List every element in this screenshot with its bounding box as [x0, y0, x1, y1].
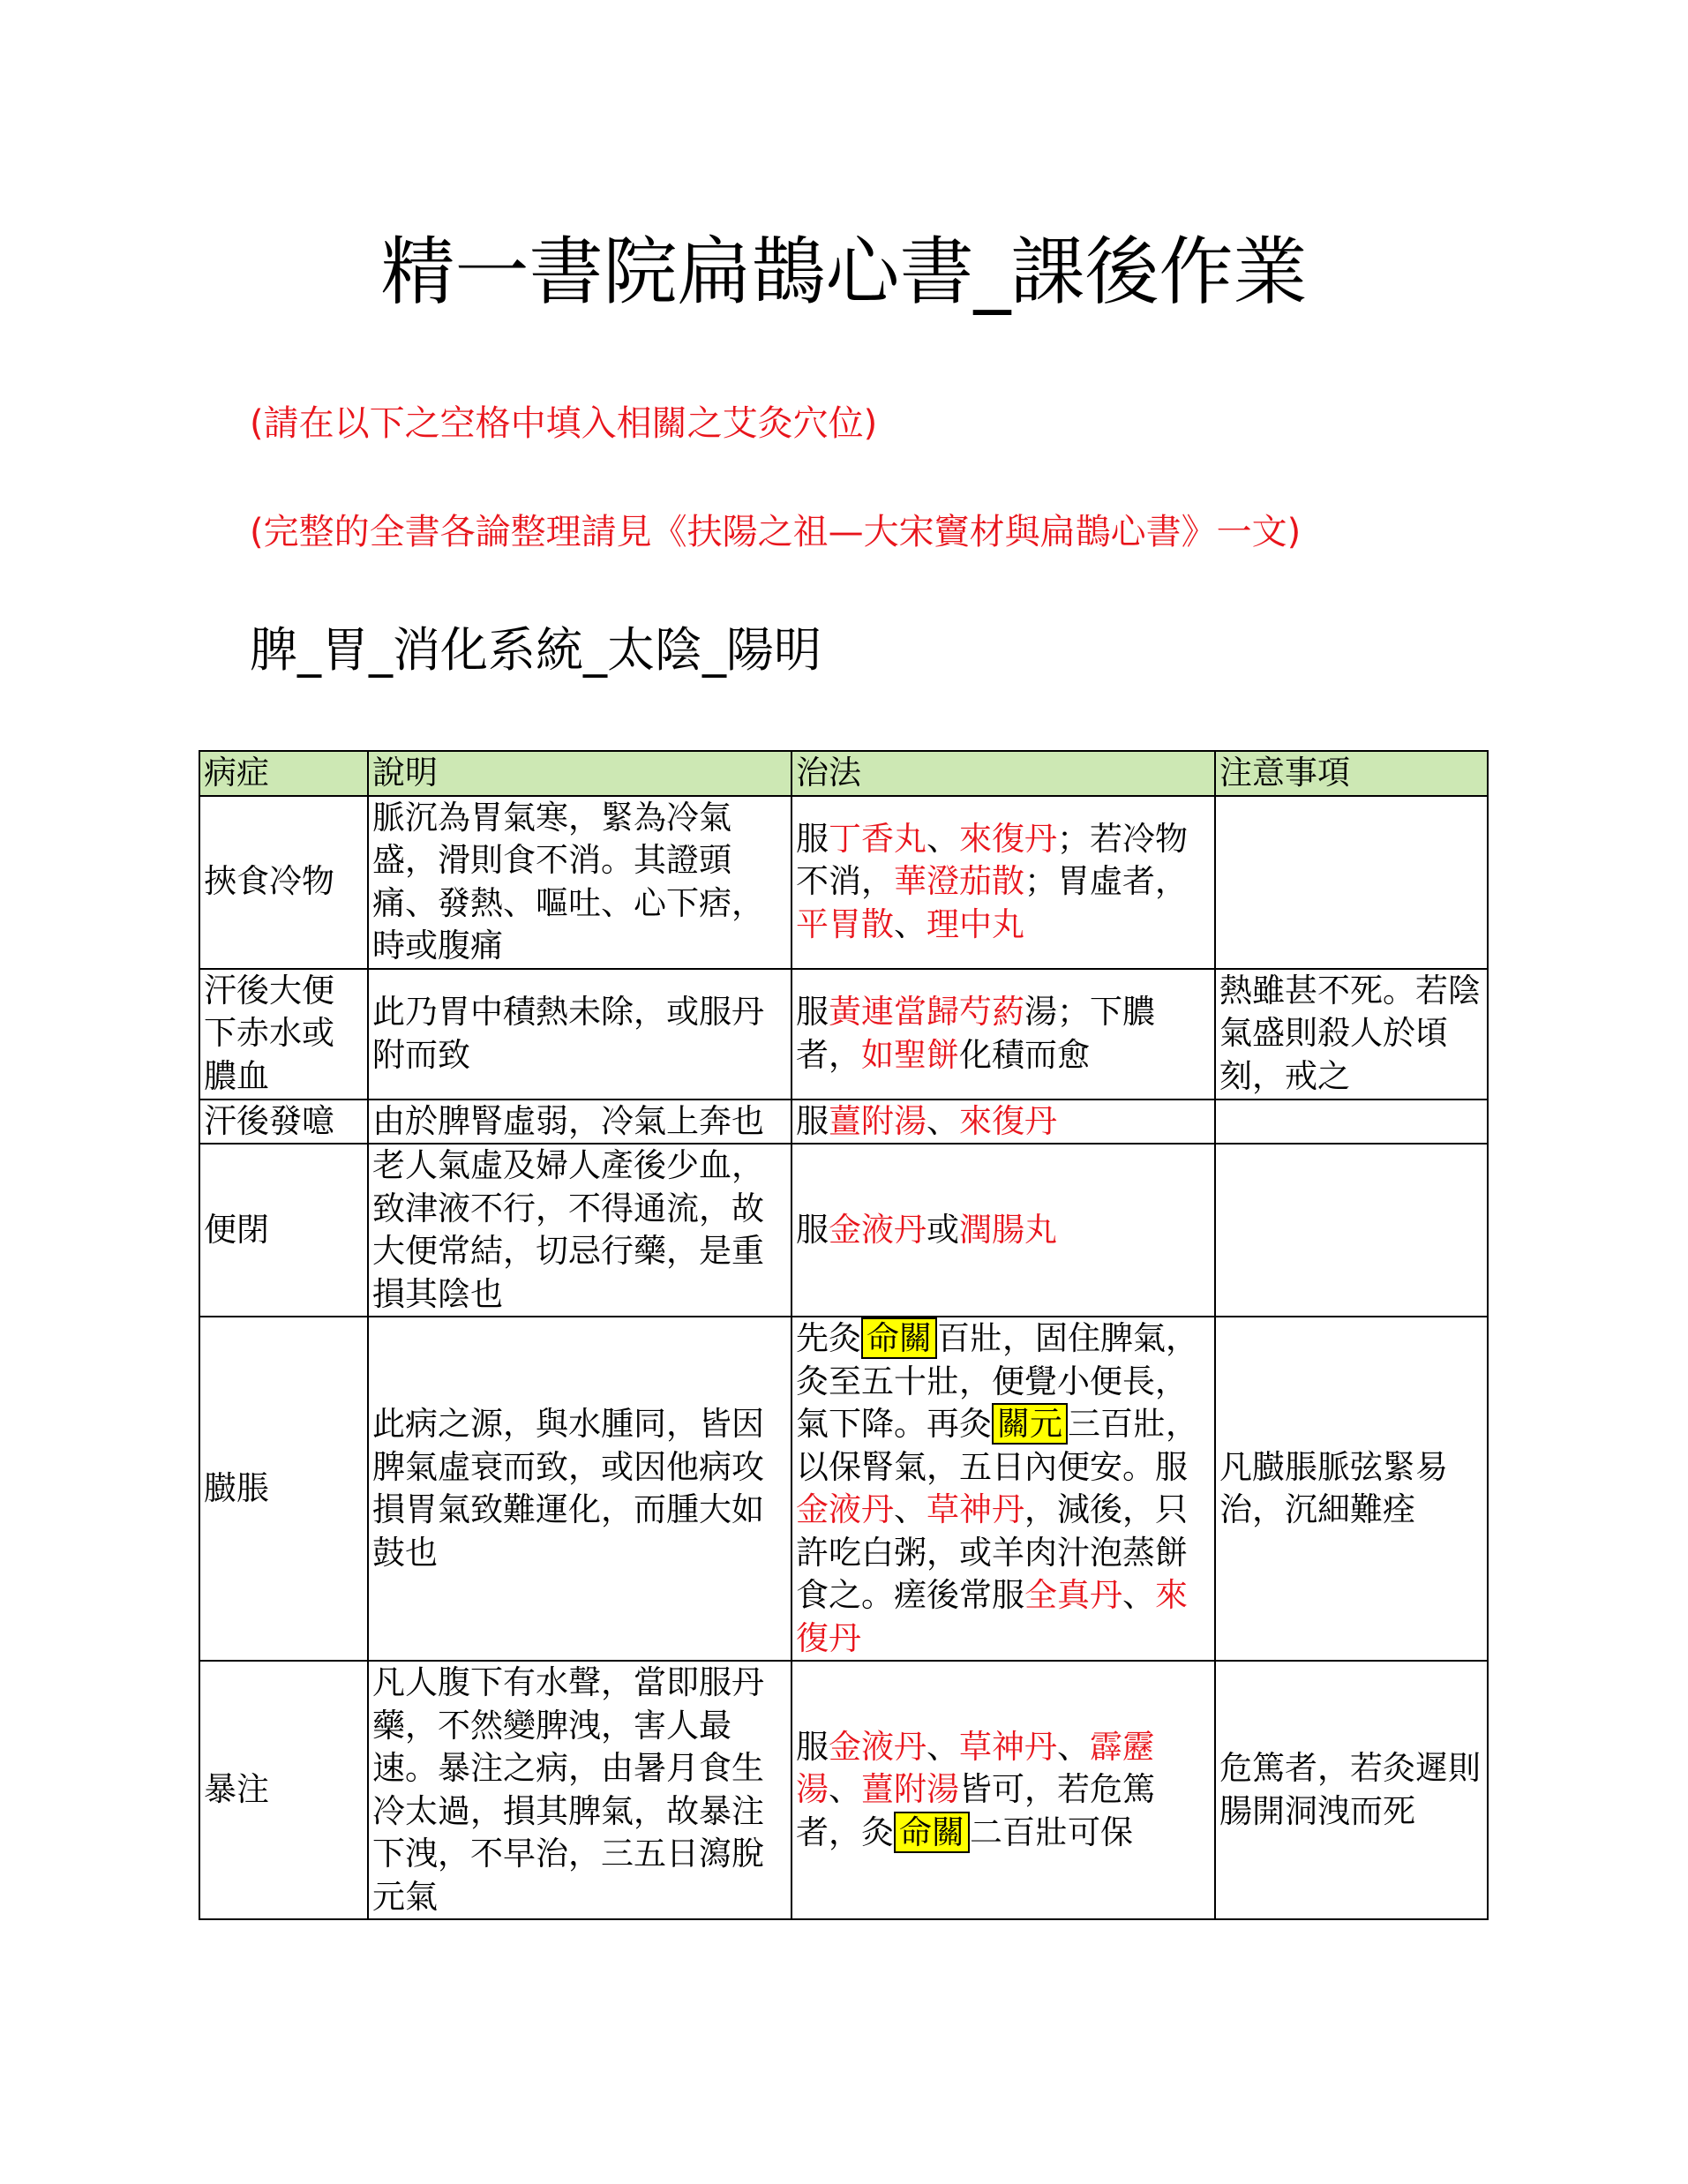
remedy-name: 潤腸丸: [959, 1210, 1057, 1249]
acupoint-blank[interactable]: 命關: [861, 1317, 937, 1359]
treatment-text: 服: [796, 993, 829, 1031]
treatment-text: ，減後，只許吃白粥，或羊肉汁泡蒸餅食之。瘥後常服: [796, 1490, 1188, 1614]
header-treatment: 治法: [791, 751, 1215, 796]
table-row: [199, 1144, 1488, 1317]
table-row: [199, 796, 1488, 969]
description-cell: 凡人腹下有水聲，當即服丹藥，不然變脾洩，害人最速。暴注之病，由暑月食生冷太過，損其脾氣，故暴注下洩，不早治，三五日瀉脫元氣: [368, 1661, 791, 1919]
remedy-name: 霹靂湯: [796, 1727, 1155, 1809]
description-cell: 此病之源，與水腫同，皆因脾氣虛衰而致，或因他病攻損胃氣致難運化，而腫大如鼓也: [368, 1317, 791, 1661]
treatment-cell: [791, 1317, 1215, 1661]
remedy-name: 金液丹: [829, 1727, 927, 1766]
treatment-text: 、: [829, 1770, 861, 1809]
notes-cell[interactable]: [1215, 1100, 1488, 1145]
table-row: [199, 1661, 1488, 1919]
section-title: 脾_胃_消化系統_太陰_陽明: [250, 622, 821, 678]
treatment-text: 先灸: [796, 1319, 861, 1357]
treatment-text: 、: [1057, 1727, 1090, 1766]
treatment-text: 百壯，固住脾氣，灸至五十壯，便覺小便長，氣下降。再灸: [796, 1319, 1198, 1443]
treatment-text: 、: [1122, 1576, 1155, 1614]
description-cell: 脈沉為胃氣寒，緊為冷氣盛，滑則食不消。其證頭痛、發熱、嘔吐、心下痞，時或腹痛: [368, 796, 791, 969]
treatment-text: 服: [796, 1101, 829, 1140]
disease-cell: 汗後大便下赤水或膿血: [199, 969, 368, 1100]
disease-cell: 臌脹: [199, 1317, 368, 1661]
treatment-text: 二百壯可保: [970, 1812, 1133, 1851]
remedy-name: 薑附湯: [861, 1770, 959, 1809]
header-disease: 病症: [199, 751, 368, 796]
remedy-name: 如聖餅: [861, 1035, 959, 1074]
treatment-text: 、: [927, 819, 959, 858]
notes-cell: 熱雖甚不死。若陰氣盛則殺人於頃刻，戒之: [1215, 969, 1488, 1100]
treatment-cell: [791, 1144, 1215, 1317]
table-row: [199, 1100, 1488, 1145]
table-header-row: [199, 751, 1488, 796]
notes-cell[interactable]: [1215, 1144, 1488, 1317]
remedy-name: 薑附湯: [829, 1101, 927, 1140]
table-row: [199, 969, 1488, 1100]
instruction-reference: (完整的全書各論整理請見《扶陽之祖—大宋竇材與扁鵲心書》一文): [250, 512, 1302, 552]
acupoint-blank[interactable]: 關元: [992, 1403, 1068, 1445]
remedy-name: 草神丹: [927, 1490, 1024, 1528]
notes-cell: 危篤者，若灸遲則腸開洞洩而死: [1215, 1661, 1488, 1919]
description-cell: 由於脾腎虛弱，冷氣上奔也: [368, 1100, 791, 1145]
disease-cell: 挾食冷物: [199, 796, 368, 969]
remedy-name: 金液丹: [829, 1210, 927, 1249]
treatment-text: 三百壯，以保腎氣，五日內便安。服: [796, 1405, 1198, 1486]
remedy-name: 金液丹: [796, 1490, 894, 1528]
disease-cell: 便閉: [199, 1144, 368, 1317]
treatment-text: 湯；下膿者，: [796, 993, 1155, 1074]
treatment-cell: [791, 1661, 1215, 1919]
remedy-name: 平胃散: [796, 904, 894, 943]
treatment-text: 服: [796, 1727, 829, 1766]
remedy-name: 理中丸: [927, 904, 1024, 943]
header-description: 說明: [368, 751, 791, 796]
remedy-name: 黃連當歸芍葯: [829, 993, 1024, 1031]
treatment-table: [199, 750, 1489, 1920]
disease-cell: 汗後發噫: [199, 1100, 368, 1145]
remedy-name: 來復丹: [959, 819, 1057, 858]
remedy-name: 全真丹: [1024, 1576, 1122, 1614]
treatment-text: 、: [894, 904, 927, 943]
instruction-fill-in: (請在以下之空格中填入相關之艾灸穴位): [250, 403, 878, 444]
document-title: 精一書院扁鵲心書_課後作業: [380, 229, 1308, 315]
description-cell: 此乃胃中積熱未除，或服丹附而致: [368, 969, 791, 1100]
remedy-name: 來復丹: [959, 1101, 1057, 1140]
acupoint-blank[interactable]: 命關: [894, 1812, 970, 1853]
disease-cell: 暴注: [199, 1661, 368, 1919]
remedy-name: 草神丹: [959, 1727, 1057, 1766]
treatment-cell: [791, 1100, 1215, 1145]
table-row: [199, 1317, 1488, 1661]
treatment-cell: [791, 969, 1215, 1100]
notes-cell[interactable]: [1215, 796, 1488, 969]
treatment-cell: [791, 796, 1215, 969]
remedy-name: 來復丹: [796, 1576, 1188, 1657]
treatment-text: 服: [796, 819, 829, 858]
treatment-text: 皆可，若危篤者，灸: [796, 1770, 1155, 1851]
treatment-text: 、: [927, 1101, 959, 1140]
header-notes: 注意事項: [1215, 751, 1488, 796]
treatment-text: 服: [796, 1210, 829, 1249]
remedy-name: 華澄茄散: [894, 862, 1024, 901]
notes-cell: 凡臌脹脈弦緊易治，沉細難痊: [1215, 1317, 1488, 1661]
treatment-text: 化積而愈: [959, 1035, 1090, 1074]
treatment-text: ；胃虛者，: [1024, 862, 1188, 901]
treatment-text: 或: [927, 1210, 959, 1249]
description-cell: 老人氣虛及婦人產後少血，致津液不行，不得通流，故大便常結，切忌行藥，是重損其陰也: [368, 1144, 791, 1317]
treatment-text: ；若冷物不消，: [796, 819, 1188, 901]
treatment-text: 、: [894, 1490, 927, 1528]
remedy-name: 丁香丸: [829, 819, 927, 858]
treatment-text: 、: [927, 1727, 959, 1766]
